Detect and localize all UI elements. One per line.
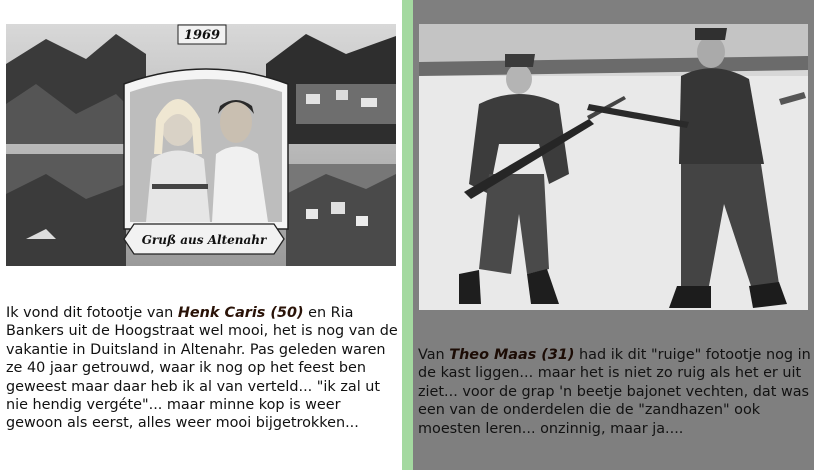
right-caption-intro: Van bbox=[418, 347, 450, 363]
panel-divider bbox=[402, 0, 413, 470]
right-caption bbox=[418, 346, 812, 438]
left-caption-text: en Ria Bankers uit de Hoogstraat wel mooi, het is nog van de vakantie in Duitsland in Altenahr. Pas geleden waren ze 40 jaar getrouwd, waar ik nog op het feest ben geweest maar daar heb ik al van verteld... "ik zal ut nie hendig vergéte"... maar minne kop is weer gewoon als eerst, alles weer mooi bijgetrokken... bbox=[6, 305, 398, 432]
left-caption bbox=[6, 304, 400, 433]
right-caption-name: Theo Maas (31) bbox=[449, 347, 575, 363]
postcard-year: 1969 bbox=[183, 28, 221, 43]
right-panel bbox=[413, 0, 814, 470]
left-caption-name: Henk Caris (50) bbox=[177, 305, 304, 321]
left-panel bbox=[0, 0, 402, 470]
altenahr-postcard-photo bbox=[6, 24, 396, 266]
bayonet-soldiers-photo bbox=[419, 24, 808, 310]
right-caption-text: had ik dit "ruige" fotootje nog in de kast liggen... maar het is niet zo ruig als het er uit ziet... voor de grap 'n beetje bajonet vechten, dat was een van de onderdelen die de "zandhazen" ook moesten leren... onzinnig, maar ja.... bbox=[418, 347, 811, 437]
postcard-banner: Gruß aus Altenahr bbox=[141, 233, 267, 247]
left-caption-intro: Ik vond dit fotootje van bbox=[6, 305, 178, 321]
